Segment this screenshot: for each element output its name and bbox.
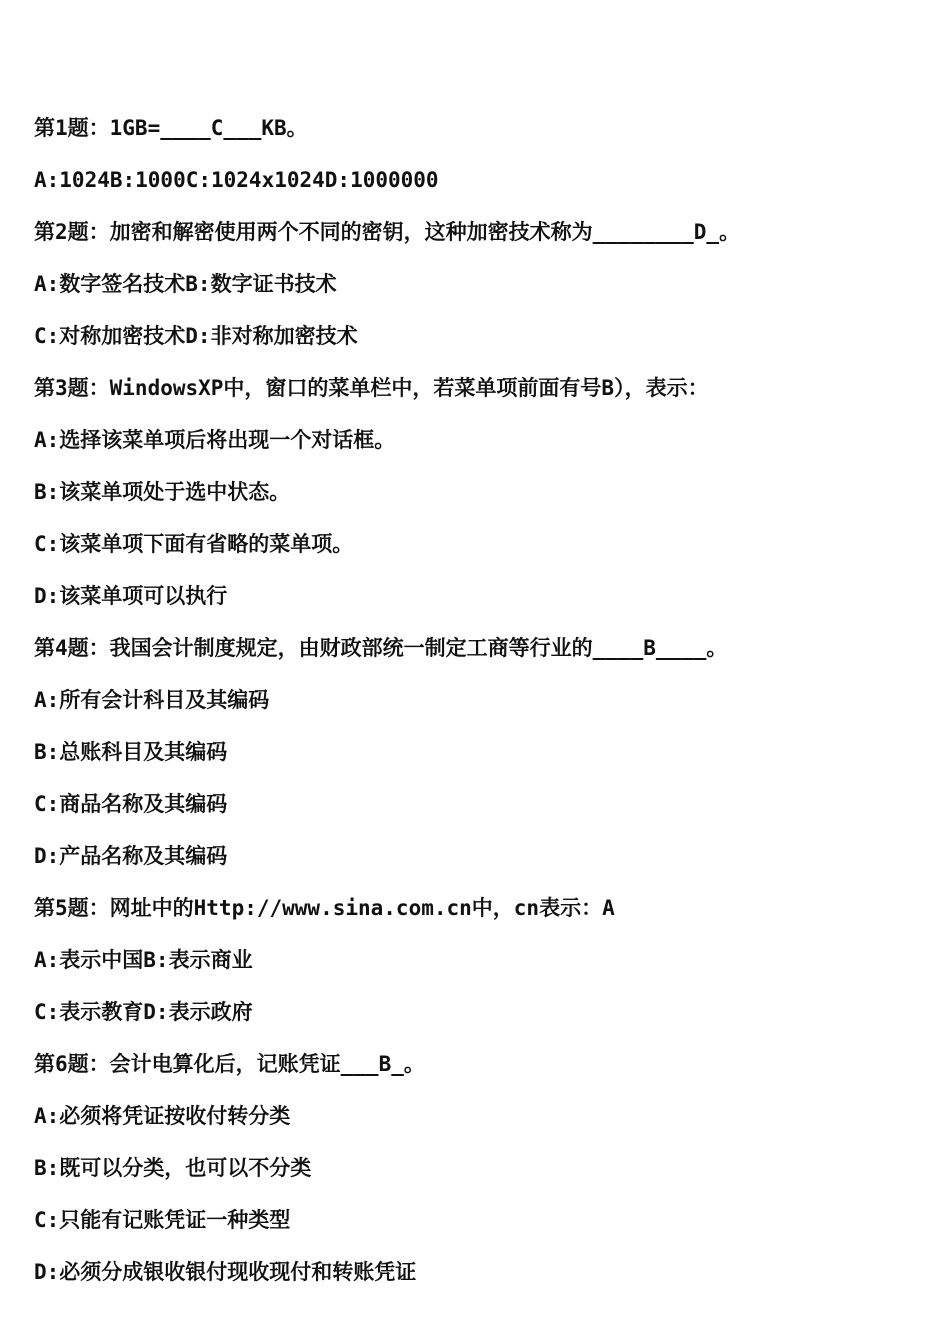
question-4-option-a: A:所有会计科目及其编码 [34, 688, 270, 712]
question-3-option-b: B:该菜单项处于选中状态。 [34, 480, 291, 504]
question-1-stem: 第1题：1GB=____C___KB。 [34, 116, 308, 140]
question-4-option-d: D:产品名称及其编码 [34, 844, 228, 868]
question-1-options: A:1024B:1000C:1024x1024D:1000000 [34, 168, 439, 192]
question-6-stem: 第6题：会计电算化后，记账凭证___B_。 [34, 1052, 425, 1076]
question-5-stem: 第5题：网址中的Http://www.sina.com.cn中，cn表示：A [34, 896, 615, 920]
question-list [34, 110, 924, 1306]
question-4-stem: 第4题：我国会计制度规定，由财政部统一制定工商等行业的____B____。 [34, 636, 728, 660]
question-2-options-cd: C:对称加密技术D:非对称加密技术 [34, 324, 358, 348]
question-6-option-a: A:必须将凭证按收付转分类 [34, 1104, 291, 1128]
question-6-option-c: C:只能有记账凭证一种类型 [34, 1208, 291, 1232]
question-6-option-d: D:必须分成银收银付现收现付和转账凭证 [34, 1260, 417, 1284]
question-4-option-b: B:总账科目及其编码 [34, 740, 228, 764]
question-3-stem: 第3题：WindowsXP中，窗口的菜单栏中，若菜单项前面有号B），表示： [34, 376, 709, 400]
question-5-options-cd: C:表示教育D:表示政府 [34, 1000, 253, 1024]
question-2-stem: 第2题：加密和解密使用两个不同的密钥，这种加密技术称为________D_。 [34, 220, 741, 244]
question-3-option-a: A:选择该菜单项后将出现一个对话框。 [34, 428, 396, 452]
question-3-option-c: C:该菜单项下面有省略的菜单项。 [34, 532, 354, 556]
question-4-option-c: C:商品名称及其编码 [34, 792, 228, 816]
question-5-options-ab: A:表示中国B:表示商业 [34, 948, 253, 972]
question-3-option-d: D:该菜单项可以执行 [34, 584, 228, 608]
question-2-options-ab: A:数字签名技术B:数字证书技术 [34, 272, 337, 296]
question-6-option-b: B:既可以分类，也可以不分类 [34, 1156, 312, 1180]
